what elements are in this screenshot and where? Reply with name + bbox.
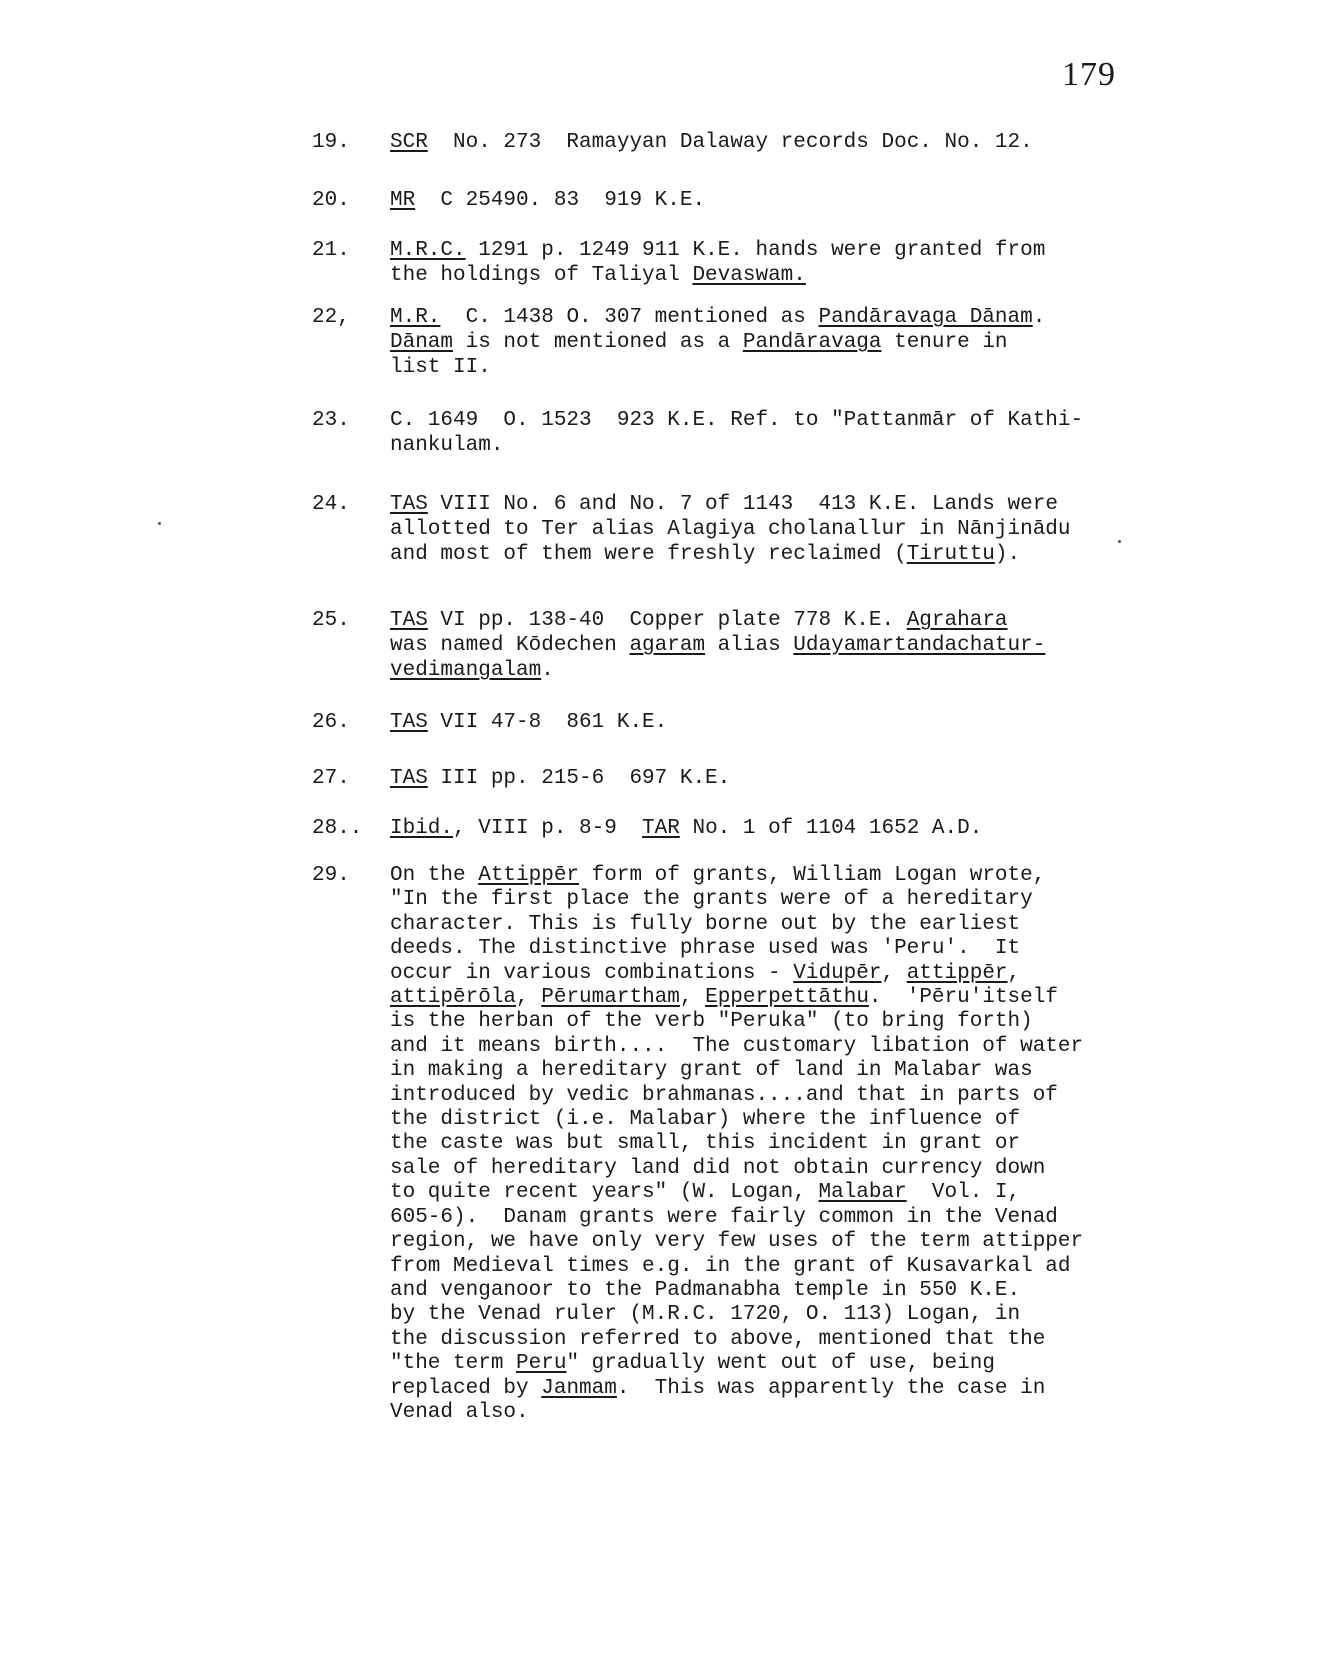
footnote-text — [390, 238, 1232, 288]
underlined-term: M.R.C. — [390, 239, 466, 262]
underlined-term: Malabar — [818, 1181, 907, 1205]
text-run: form of grants, William Logan wrote, "In the first place the grants were of a hereditary character. This is fully borne out by the earliest deeds. The distinctive phrase used was 'Peru'. It occur in various combinations - — [390, 864, 1046, 985]
footnote-text — [390, 305, 1232, 380]
underlined-term: Tiruttu — [906, 543, 995, 566]
text-run: ). — [994, 543, 1021, 566]
footnote-number: 20. — [312, 189, 350, 212]
footnote-21 — [312, 238, 1232, 288]
footnote-number: 19. — [312, 131, 350, 154]
underlined-term: Agrahara — [906, 609, 1008, 632]
footnote-20 — [312, 188, 1232, 213]
underlined-term: Ibid. — [390, 817, 454, 840]
underlined-term: Pandāravaga Dānam — [818, 306, 1033, 329]
footnote-text — [390, 766, 1232, 791]
text-run: alias — [705, 634, 794, 657]
text-run: III pp. 215-6 697 K.E. — [427, 767, 731, 790]
text-run: VIII No. 6 and No. 7 of 1143 413 K.E. Lands were allotted to Ter alias Alagiya cholanallur in Nānjinādu and most of them were freshly reclaimed ( — [390, 493, 1071, 566]
footnote-text — [390, 608, 1232, 683]
underlined-term: attipērōla — [390, 986, 517, 1010]
underlined-term: Vidupēr — [793, 961, 882, 985]
footnote-number: 26. — [312, 711, 350, 734]
text-run: 1291 p. 1249 911 K.E. hands were granted from the holdings of Taliyal — [390, 239, 1046, 287]
text-run: . — [541, 659, 554, 682]
footnote-28 — [312, 816, 1232, 841]
text-run: tenure in list II. — [390, 331, 1008, 379]
footnote-text — [390, 130, 1232, 155]
footnote-number: 28.. — [312, 817, 363, 840]
footnote-text — [390, 408, 1232, 458]
footnote-number: 22, — [312, 306, 350, 329]
underlined-term: TAS — [390, 609, 428, 632]
text-run: C. 1438 O. 307 mentioned as — [440, 306, 819, 329]
text-run: is not mentioned as a — [453, 331, 743, 354]
text-run: C. 1649 O. 1523 923 K.E. Ref. to "Pattanmār of Kathi- nankulam. — [390, 409, 1084, 457]
underlined-term: M.R. — [390, 306, 441, 329]
text-run: " gradually went out of use, being replaced by — [390, 1352, 995, 1400]
text-run: , — [679, 986, 706, 1010]
text-run: C 25490. 83 919 K.E. — [415, 189, 706, 212]
underlined-term: MR — [390, 189, 416, 212]
underlined-term: TAR — [642, 817, 680, 840]
footnote-22 — [312, 305, 1232, 380]
footnote-26 — [312, 710, 1232, 735]
footnote-number: 24. — [312, 493, 350, 516]
footnote-text — [390, 864, 1232, 1425]
footnote-19 — [312, 130, 1232, 155]
footnote-text — [390, 710, 1232, 735]
text-run: . 'Pēru'itself is the herban of the verb "Peruka" (to bring forth) and it means birth.... The customary libation of water in making a hereditary grant of land in Malabar was introduced by vedic brahmanas....and that in parts of the district (i.e. Malabar) where the influence of the caste was but small, this incident in grant or sale of hereditary land did not obtain currency down to quite recent years" (W. Logan, — [390, 986, 1084, 1205]
footnote-number: 27. — [312, 767, 350, 790]
footnote-23 — [312, 408, 1232, 458]
scan-speck — [1118, 540, 1121, 543]
text-run: VI pp. 138-40 Copper plate 778 K.E. — [427, 609, 907, 632]
underlined-term: Epperpettāthu — [705, 986, 869, 1010]
text-run: No. 1 of 1104 1652 A.D. — [679, 817, 983, 840]
footnote-text — [390, 492, 1232, 567]
footnote-number: 29. — [312, 864, 350, 887]
text-run: . This was apparently the case in Venad also. — [390, 1376, 1046, 1424]
footnote-text — [390, 816, 1232, 841]
underlined-term: agaram — [629, 634, 706, 657]
text-run: On the — [390, 864, 479, 887]
underlined-term: Dānam — [390, 331, 454, 354]
text-run: . — [1032, 306, 1046, 329]
text-run: was named Kōdechen — [390, 634, 617, 657]
footnote-text — [390, 188, 1232, 213]
footnote-number: 25. — [312, 609, 350, 632]
text-run: , — [516, 986, 542, 1010]
scan-speck — [158, 522, 161, 525]
underlined-term: attippēr — [906, 961, 1008, 985]
page-number: 179 — [1062, 56, 1116, 93]
text-run: Vol. I, 605-6). Danam grants were fairly common in the Venad region, we have only very few uses of the term attipper from Medieval times e.g. in the grant of Kusavarkal ad and venganoor to the Padmanabha temple in 550 K.E. by the Venad ruler (M.R.C. 1720, O. 113) Logan, in the discussion referred to above, mentioned that the "the term — [390, 1181, 1084, 1376]
underlined-term: Pandāravaga — [742, 331, 882, 354]
footnote-number: 23. — [312, 409, 350, 432]
underlined-term: Peru — [516, 1352, 567, 1376]
underlined-term: SCR — [390, 131, 428, 154]
underlined-term: Pērumartham — [541, 986, 680, 1010]
underlined-term: Attippēr — [478, 864, 580, 887]
underlined-term: Udayamartandachatur- vedimangalam — [390, 634, 1046, 682]
underlined-term: Devaswam. — [692, 264, 806, 287]
text-run: , — [1007, 961, 1021, 985]
text-run: , — [881, 961, 907, 985]
underlined-term: Janmam — [541, 1376, 617, 1400]
footnote-25 — [312, 608, 1232, 683]
footnote-27 — [312, 766, 1232, 791]
text-run: VII 47-8 861 K.E. — [427, 711, 668, 734]
footnote-29 — [312, 864, 1232, 1425]
footnote-24 — [312, 492, 1232, 567]
underlined-term: TAS — [390, 493, 428, 516]
footnote-number: 21. — [312, 239, 350, 262]
text-run: No. 273 Ramayyan Dalaway records Doc. No. 12. — [427, 131, 1033, 154]
underlined-term: TAS — [390, 711, 428, 734]
underlined-term: TAS — [390, 767, 428, 790]
text-run: , VIII p. 8-9 — [453, 817, 643, 840]
